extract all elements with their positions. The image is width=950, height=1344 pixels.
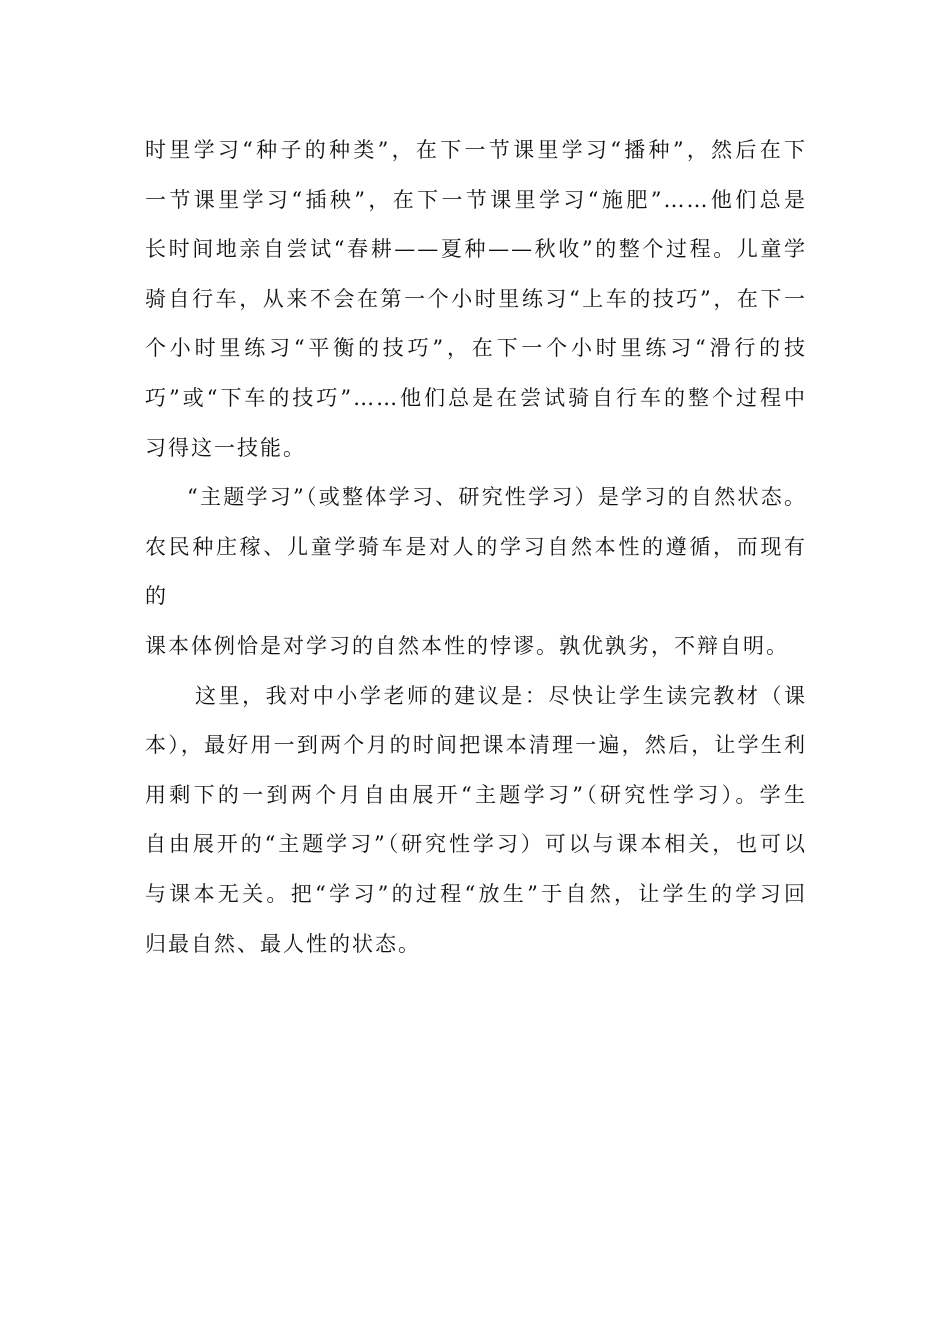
text-line: 课本体例恰是对学习的自然本性的悖谬。孰优孰劣，不辩自明。 <box>145 633 789 658</box>
text-line: 时里学习“种子的种类”，在下一节课里学习“播种”，然后在下 <box>145 138 807 162</box>
text-line: 与课本无关。把“学习”的过程“放生”于自然，让学生的学习回 <box>145 881 807 906</box>
text-line: 骑自行车，从来不会在第一个小时里练习“上车的技巧”，在下一 <box>145 286 807 311</box>
text-line: 这里，我对中小学老师的建议是：尽快让学生读完教材（课 <box>195 683 807 708</box>
text-line: 一节课里学习“插秧”，在下一节课里学习“施肥”……他们总是 <box>145 187 807 212</box>
text-line: 自由展开的“主题学习”（研究性学习）可以与课本相关，也可以 <box>145 832 807 857</box>
text-line: 长时间地亲自尝试“春耕——夏种——秋收”的整个过程。儿童学 <box>145 237 807 262</box>
text-line: 个小时里练习“平衡的技巧”，在下一个小时里练习“滑行的技 <box>145 336 807 361</box>
paragraph-theme-learning <box>145 473 807 671</box>
text-line: 农民种庄稼、儿童学骑车是对人的学习自然本性的遵循，而现有的 <box>145 534 807 609</box>
text-line: 用剩下的一到两个月自由展开“主题学习”（研究性学习）。学生 <box>145 782 807 807</box>
text-line: 归最自然、最人性的状态。 <box>145 931 421 956</box>
text-line: 本），最好用一到两个月的时间把课本清理一遍，然后，让学生利 <box>145 733 807 758</box>
text-line: 巧”或“下车的技巧”……他们总是在尝试骑自行车的整个过程中 <box>145 385 807 410</box>
document-body <box>145 126 807 969</box>
text-line: “主题学习”（或整体学习、研究性学习）是学习的自然状态。 <box>187 485 807 510</box>
text-line: 习得这一技能。 <box>145 435 306 460</box>
paragraph-teacher-advice <box>145 672 807 970</box>
paragraph-learning-process <box>145 126 807 473</box>
